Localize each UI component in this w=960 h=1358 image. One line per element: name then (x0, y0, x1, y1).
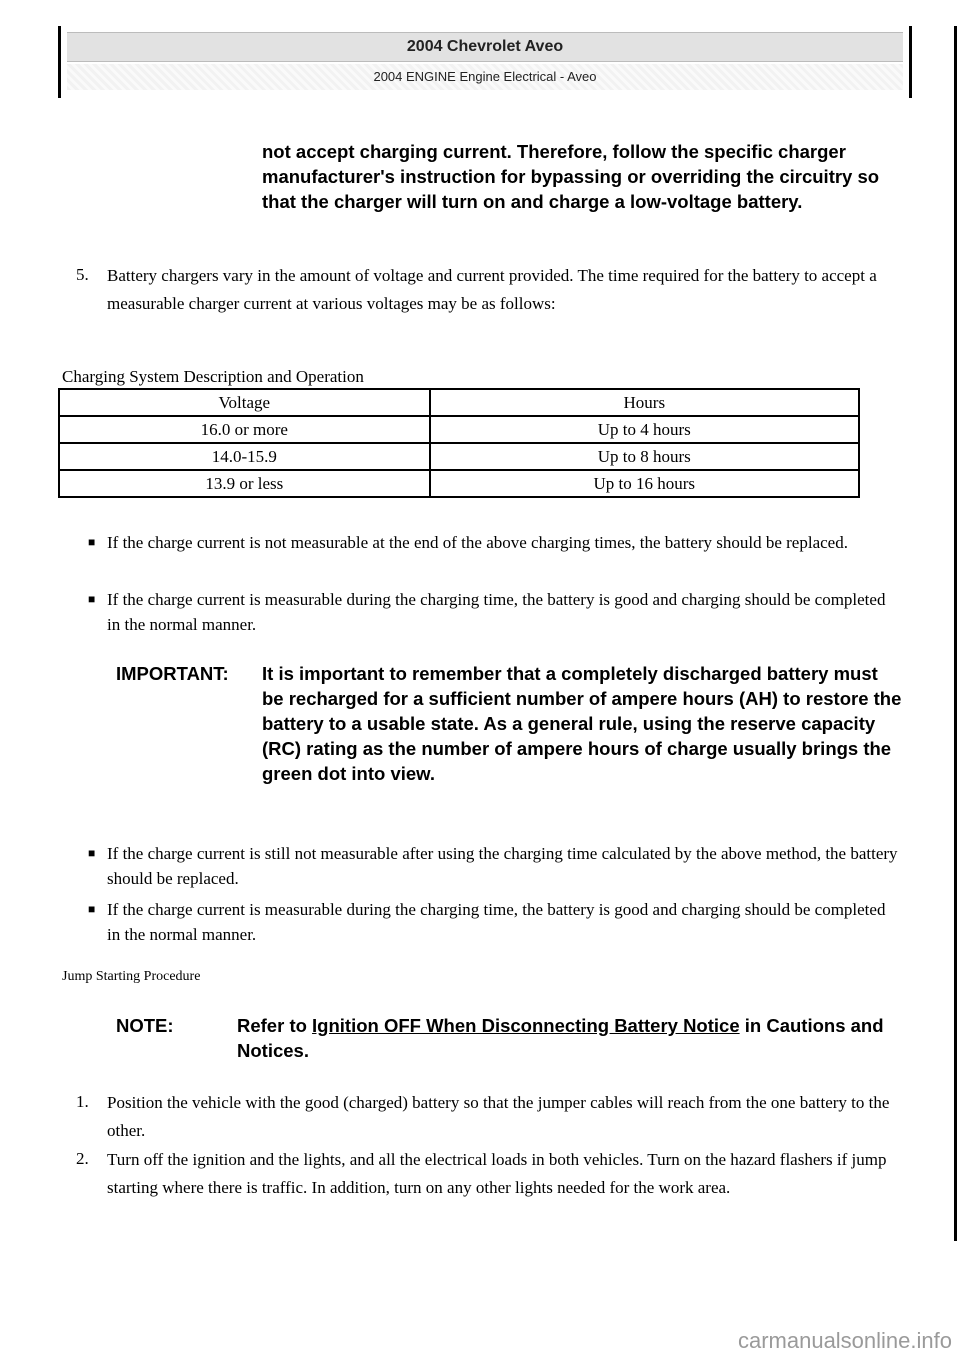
step-2-number: 2. (76, 1149, 89, 1168)
step-1-text: Position the vehicle with the good (charged) battery so that the jumper cables will reach from the one battery to the other. (107, 1093, 890, 1140)
bullet-text-not-measurable: If the charge current is not measurable at the end of the above charging times, the battery should be replaced. (107, 533, 848, 552)
battery-notice-link[interactable]: Ignition OFF When Disconnecting Battery Notice (312, 1015, 740, 1036)
charging-time-table (58, 388, 860, 498)
voltage-cell: 14.0-15.9 (59, 443, 430, 470)
voltage-cell: 16.0 or more (59, 416, 430, 443)
note-suffix: in Cautions and Notices. (237, 1015, 884, 1061)
document-subtitle: 2004 ENGINE Engine Electrical - Aveo (67, 64, 903, 90)
step-5-number: 5. (76, 265, 89, 284)
voltage-cell: 13.9 or less (59, 470, 430, 497)
charging-system-heading: Charging System Description and Operation (62, 367, 364, 386)
hours-cell: Up to 8 hours (430, 443, 859, 470)
note-prefix: Refer to (237, 1015, 313, 1036)
table-row (59, 470, 859, 497)
jump-starting-heading: Jump Starting Procedure (62, 969, 201, 984)
important-label: IMPORTANT: (116, 663, 229, 684)
hours-cell: Up to 4 hours (430, 416, 859, 443)
table-row (59, 416, 859, 443)
note-text (237, 1013, 897, 1063)
hours-cell: Up to 16 hours (430, 470, 859, 497)
important-text: It is important to remember that a completely discharged battery must be recharged for a sufficient number of ampere hours (AH) to restore the battery to a usable state. As a general rule, using the reserve capacity (RC) rating as the number of ampere hours of charge usually brings the green dot into view. (262, 663, 902, 784)
bullet-icon: ■ (88, 592, 96, 606)
bullet-icon: ■ (88, 902, 96, 916)
step-1-number: 1. (76, 1092, 89, 1111)
step-5-text: Battery chargers vary in the amount of voltage and current provided. The time required for the battery to accept a measurable charger current at various voltages may be as follows: (107, 266, 877, 313)
bullet-text-still-not-measurable: If the charge current is still not measurable after using the charging time calculated by the above method, the battery should be replaced. (107, 844, 898, 888)
table-row (59, 443, 859, 470)
table-header-row (59, 389, 859, 416)
column-header-hours: Hours (430, 389, 859, 416)
bullet-text-measurable-2: If the charge current is measurable during the charging time, the battery is good and charging should be completed in the normal manner. (107, 900, 886, 944)
site-watermark: carmanualsonline.info (737, 1328, 952, 1353)
document-title: 2004 Chevrolet Aveo (67, 32, 903, 62)
page-border-right (954, 26, 957, 1241)
note-label: NOTE: (116, 1015, 174, 1036)
column-header-voltage: Voltage (59, 389, 430, 416)
bullet-icon: ■ (88, 846, 96, 860)
charger-note-continued: not accept charging current. Therefore, follow the specific charger manufacturer's instruction for bypassing or overriding the circuitry so that the charger will turn on and charge a low-voltage battery. (262, 141, 880, 212)
bullet-icon: ■ (88, 535, 96, 549)
step-2-text: Turn off the ignition and the lights, and all the electrical loads in both vehicles. Turn on the hazard flashers if jump starting where there is traffic. In addition, turn on any other lights needed for the work area. (107, 1150, 887, 1197)
page-header (58, 26, 912, 98)
bullet-text-measurable: If the charge current is measurable during the charging time, the battery is good and charging should be completed in the normal manner. (107, 590, 886, 634)
